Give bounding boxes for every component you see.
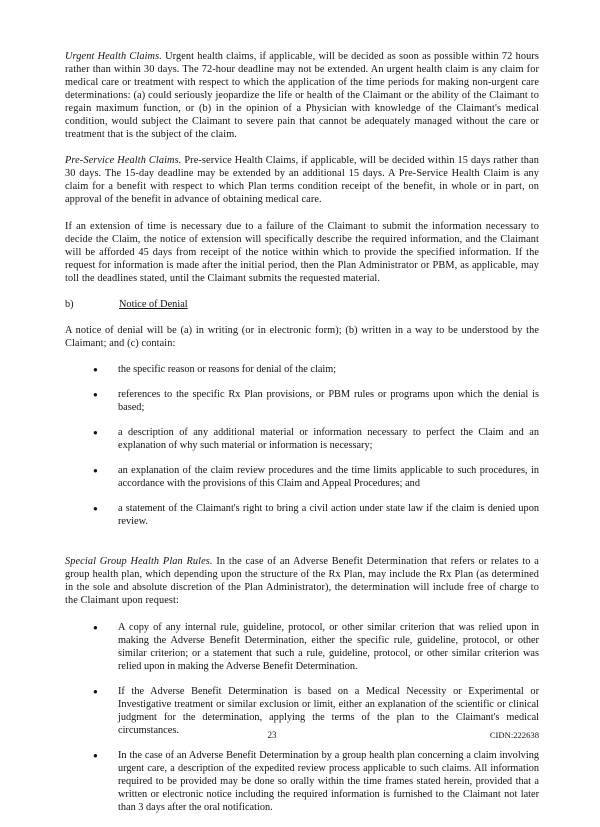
list-item-text: a description of any additional material or information necessary to perfect the Claim and an explanation of why such material or information is necessary; [118,427,539,452]
paragraph-text-special-group-health-plan-rules: In the case of an Adverse Benefit Determination that refers or relates to a group health plan, which depending upon the structure of the Rx Plan, may include the Rx Plan (as determined in the sole and absolute discretion of the Plan Administrator), the determination will include free of charge to the Claimant upon request: [65,556,539,607]
page-content [65,50,539,827]
paragraph-urgent-health-claims [65,50,539,141]
list-item [65,502,539,528]
bullet-point-icon: ● [93,389,98,399]
section-spacer [65,541,539,542]
list-item [65,363,539,376]
bullet-point-icon: ● [93,466,98,476]
list-item-text: a statement of the Claimant's right to bring a civil action under state law if the claim is denied upon review. [118,503,539,528]
paragraph-text-notice-of-denial-intro: A notice of denial will be (a) in writing (or in electronic form); (b) written in a way to be understood by the Claimant; and (c) contain: [65,324,539,349]
document-control-number: CIDN:222638 [489,730,539,740]
section-title-notice-of-denial: Notice of Denial [119,298,188,310]
bullet-point-icon: ● [93,364,98,374]
page-number: 23 [267,730,277,740]
list-item-text: references to the specific Rx Plan provisions, or PBM rules or programs upon which the denial is based; [118,388,539,413]
list-item [65,621,539,673]
list-item [65,388,539,414]
section-heading-notice-of-denial [65,298,539,311]
list-item-text: A copy of any internal rule, guideline, protocol, or other similar criterion that was relied upon in making the Adverse Benefit Determination, either the specific rule, guideline, protocol, or other similar criterion; or a statement that such a rule, guideline, protocol, or other similar criterion was relied upon in making the Adverse Benefit Determination. [118,621,539,672]
runin-heading-urgent-health-claims: Urgent Health Claims. [65,51,162,62]
bullet-list-special-group-health-plan-rules [65,621,539,815]
paragraph-notice-of-denial-intro [65,324,539,350]
runin-heading-special-group-health-plan-rules: Special Group Health Plan Rules. [65,556,213,568]
paragraph-special-group-health-plan-rules [65,555,539,607]
section-label-b: b) [65,298,74,310]
paragraph-text-pre-service-health-claims: Pre-service Health Claims, if applicable, will be decided within 15 days rather than 30 days. The 15-day deadline may be extended by an additional 15 days. A Pre-Service Health Claim is any claim for a benefit with respect to which Plan terms condition receipt of the benefit, in whole or in part, on approval of the benefit in advance of obtaining medical care. [65,155,539,206]
page-footer [65,728,539,744]
paragraph-text-urgent-health-claims: Urgent health claims, if applicable, will be decided as soon as possible within 72 hours rather than within 30 days. The 72-hour deadline may not be extended. An urgent health claim is any claim for medical care or treatment with respect to which the application of the time periods for making non-urgent care determinations: (a) could seriously jeopardize the life or health of the Claimant or the ability of the Claimant to regain maximum function, or (b) in the opinion of a Physician with knowledge of the Claimant's medical condition, would subject the Claimant to severe pain that cannot be adequately managed without the care or treatment that is the subject of the claim. [65,51,539,141]
bullet-point-icon: ● [93,750,98,760]
bullet-point-icon: ● [93,622,98,632]
bullet-point-icon: ● [93,428,98,438]
list-item [65,464,539,490]
list-item-text: In the case of an Adverse Benefit Determination by a group health plan concerning a claim involving urgent care, a description of the expedited review process applicable to such claims. All information required to be provided may be done so orally within the time frames stated herein, provided that a written or electronic notice including the required information is furnished to the Claimant not later than 3 days after the oral notification. [118,749,539,814]
list-item-text: If the Adverse Benefit Determination is based on a Medical Necessity or Experimental or Investigative treatment or similar exclusion or limit, either an explanation of the scientific or clinical judgment for the determination, applying the terms of the plan to the Claimant's medical circumstances. [118,685,539,736]
paragraph-text-extension-of-time: If an extension of time is necessary due to a failure of the Claimant to submit the information necessary to decide the Claim, the notice of extension will specifically describe the required information, and the Claimant will be afforded 45 days from receipt of the notice within which to provide the specified information. If the request for information is made after the initial period, then the Plan Administrator or PBM, as applicable, may toll the deadlines stated, until the Claimant submits the requested material. [65,220,539,284]
list-item-text: the specific reason or reasons for denial of the claim; [118,363,337,375]
list-item-text: an explanation of the claim review procedures and the time limits applicable to such procedures, in accordance with the provisions of this Claim and Appeal Procedures; and [118,465,539,490]
paragraph-extension-of-time [65,220,539,285]
runin-heading-pre-service-health-claims: Pre-Service Health Claims. [65,155,182,167]
paragraph-pre-service-health-claims [65,154,539,206]
bullet-point-icon: ● [93,686,98,696]
list-item [65,749,539,814]
bullet-point-icon: ● [93,504,98,514]
bullet-list-notice-of-denial [65,363,539,528]
list-item [65,426,539,452]
